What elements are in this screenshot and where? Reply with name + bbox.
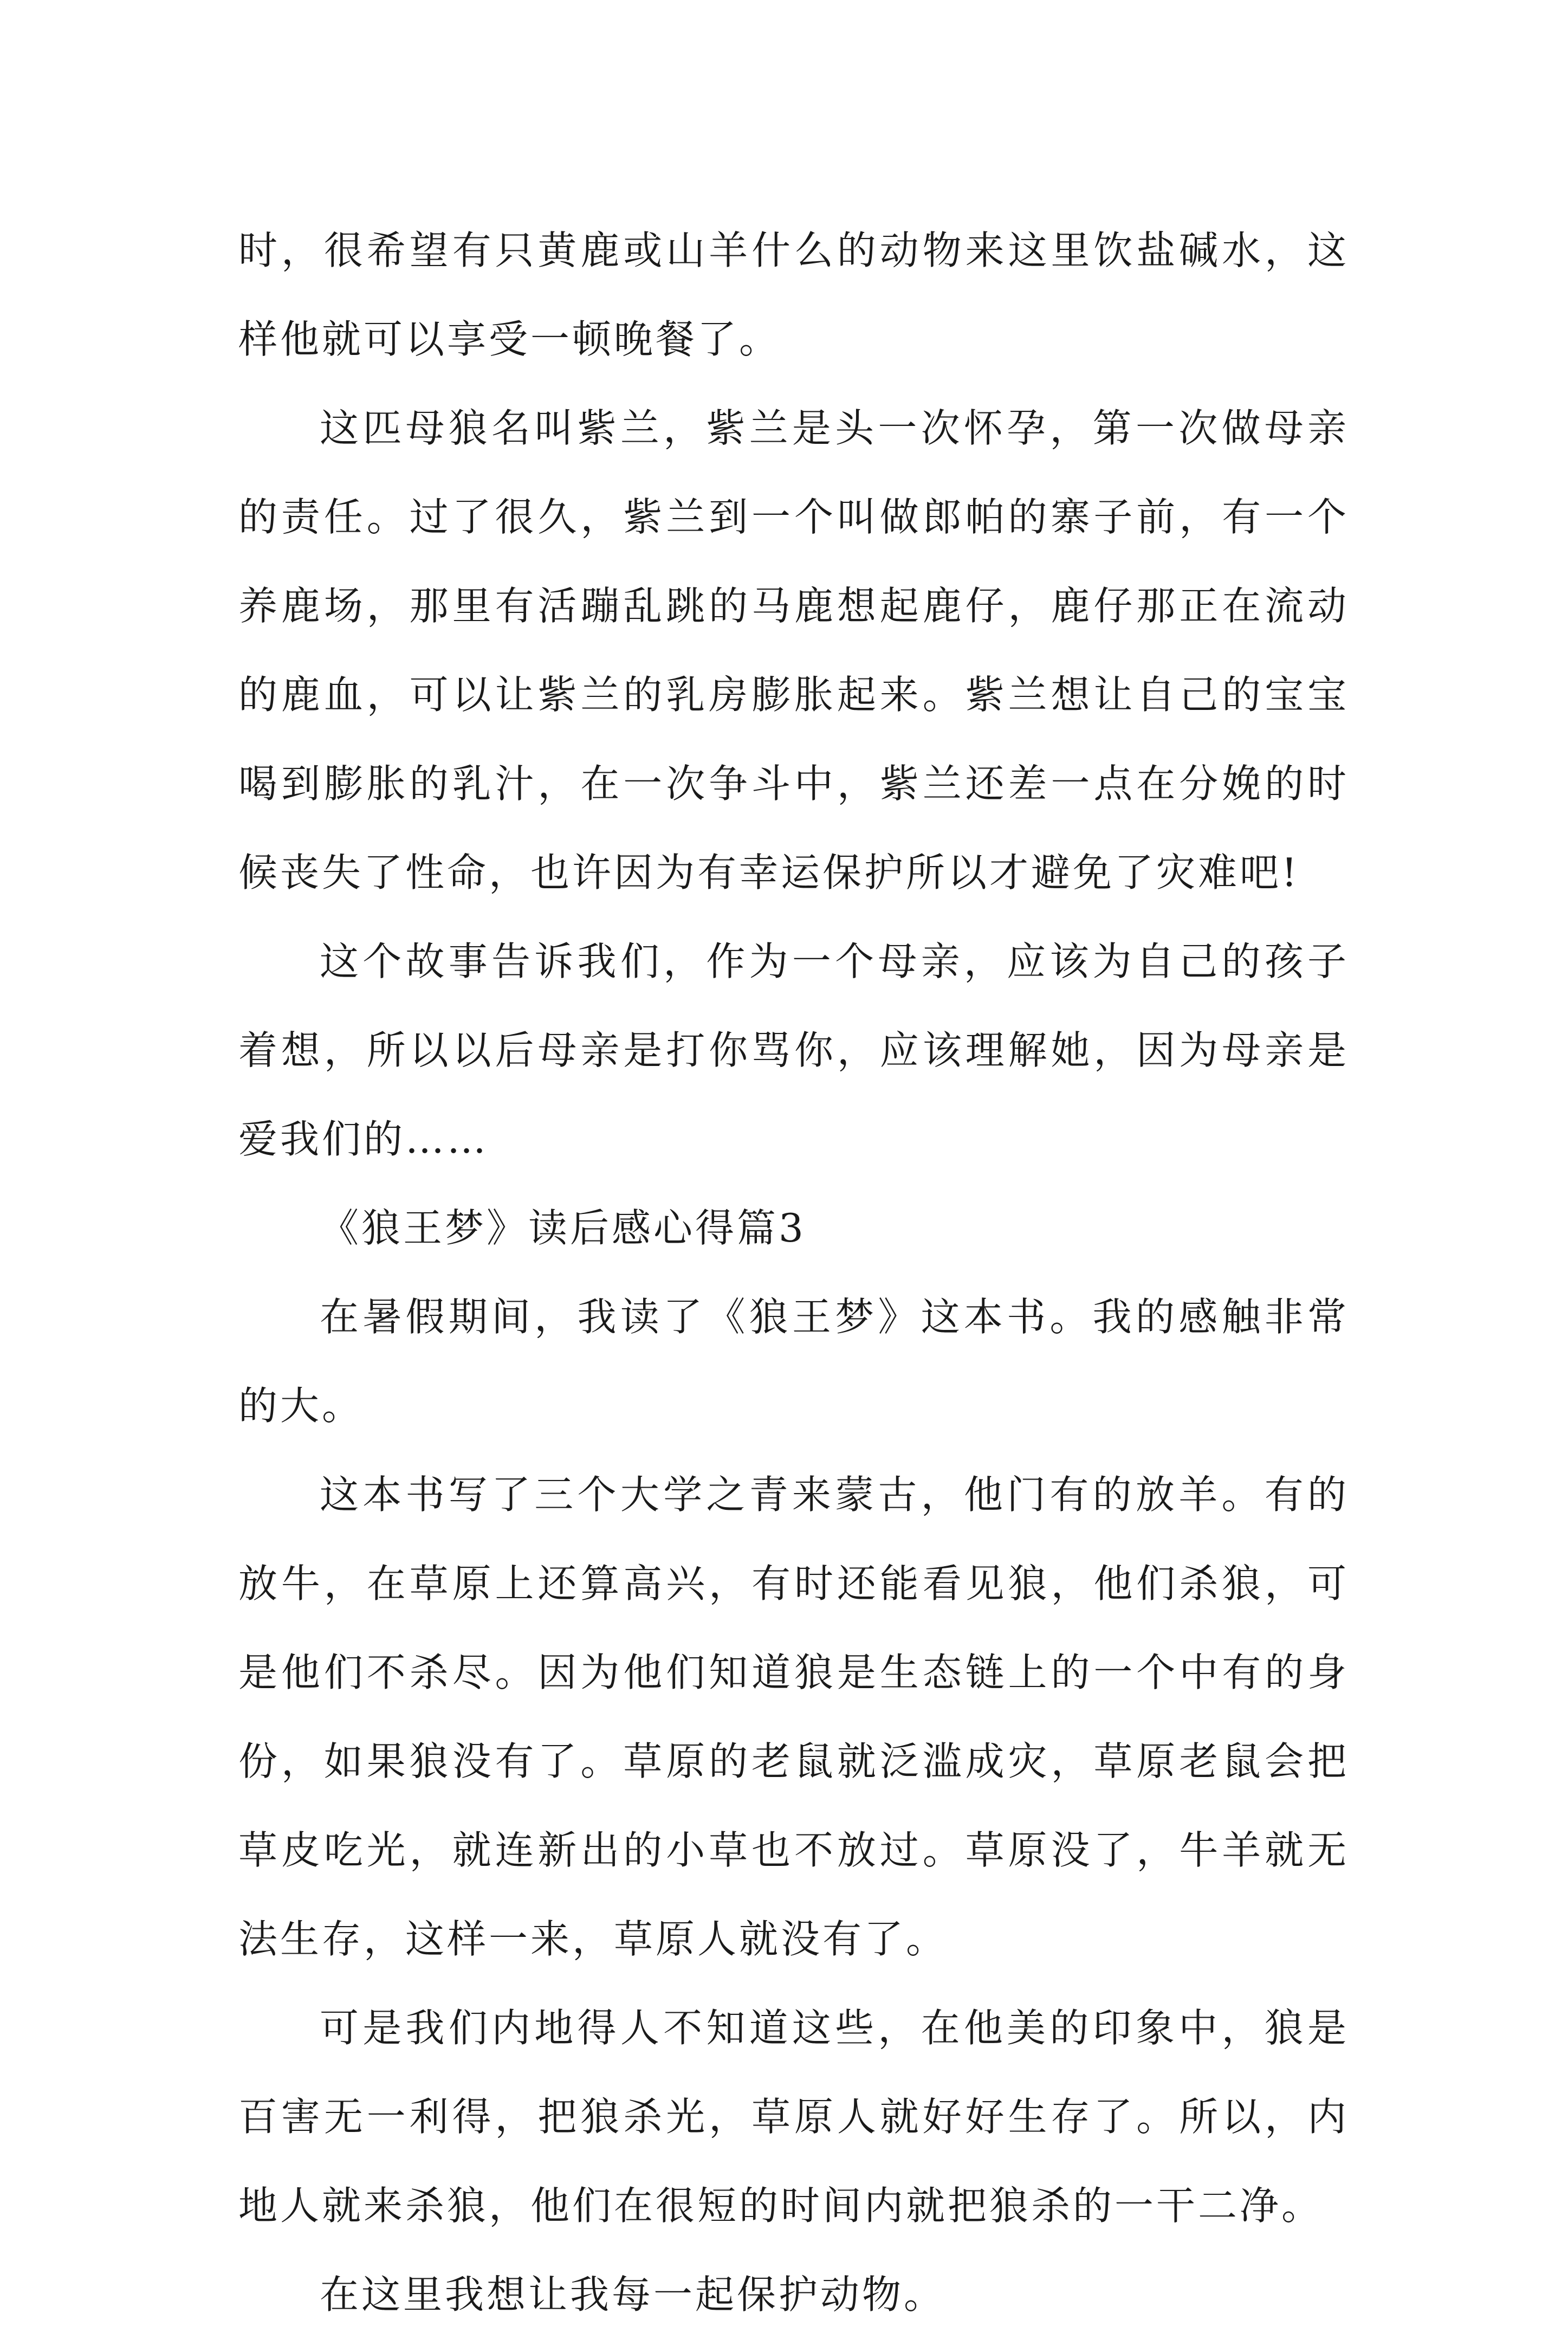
paragraph-zilan-story: 这匹母狼名叫紫兰，紫兰是头一次怀孕，第一次做母亲的责任。过了很久，紫兰到一个叫做郎帕的寨子前，有一个养鹿场，那里有活蹦乱跳的马鹿想起鹿仔，鹿仔那正在流动的鹿血，可以让紫兰的乳房膨胀起来。紫兰想让自己的宝宝喝到膨胀的乳汁，在一次争斗中，紫兰还差一点在分娩的时候丧失了性命，也许因为有幸运保护所以才避免了灾难吧! — [238, 405, 1349, 895]
paragraph-inland-people: 可是我们内地得人不知道这些，在他美的印象中，狼是百害无一利得，把狼杀光，草原人就好好生存了。所以，内地人就来杀狼，他们在很短的时间内就把狼杀的一干二净。 — [238, 2005, 1349, 2228]
paragraph-protect-animals: 在这里我想让我每一起保护动物。 — [320, 2272, 946, 2317]
paragraph-grassland-ecology: 这本书写了三个大学之青来蒙古，他门有的放羊。有的放牛，在草原上还算高兴，有时还能看见狼，他们杀狼，可是他们不杀尽。因为他们知道狼是生态链上的一个中有的身份，如果狼没有了。草原的老鼠就泛滥成灾，草原老鼠会把草皮吃光，就连新出的小草也不放过。草原没了，牛羊就无法生存，这样一来，草原人就没有了。 — [238, 1472, 1349, 1962]
document-body — [238, 206, 1349, 2339]
paragraph-mother-lesson: 这个故事告诉我们，作为一个母亲，应该为自己的孩子着想，所以以后母亲是打你骂你，应该理解她，因为母亲是爱我们的…… — [238, 939, 1349, 1162]
paragraph-summer-reading: 在暑假期间，我读了《狼王梦》这本书。我的感触非常的大。 — [238, 1294, 1349, 1429]
paragraph-continuation: 时，很希望有只黄鹿或山羊什么的动物来这里饮盐碱水，这样他就可以享受一顿晚餐了。 — [238, 228, 1349, 362]
section-heading: 《狼王梦》读后感心得篇3 — [320, 1205, 806, 1251]
